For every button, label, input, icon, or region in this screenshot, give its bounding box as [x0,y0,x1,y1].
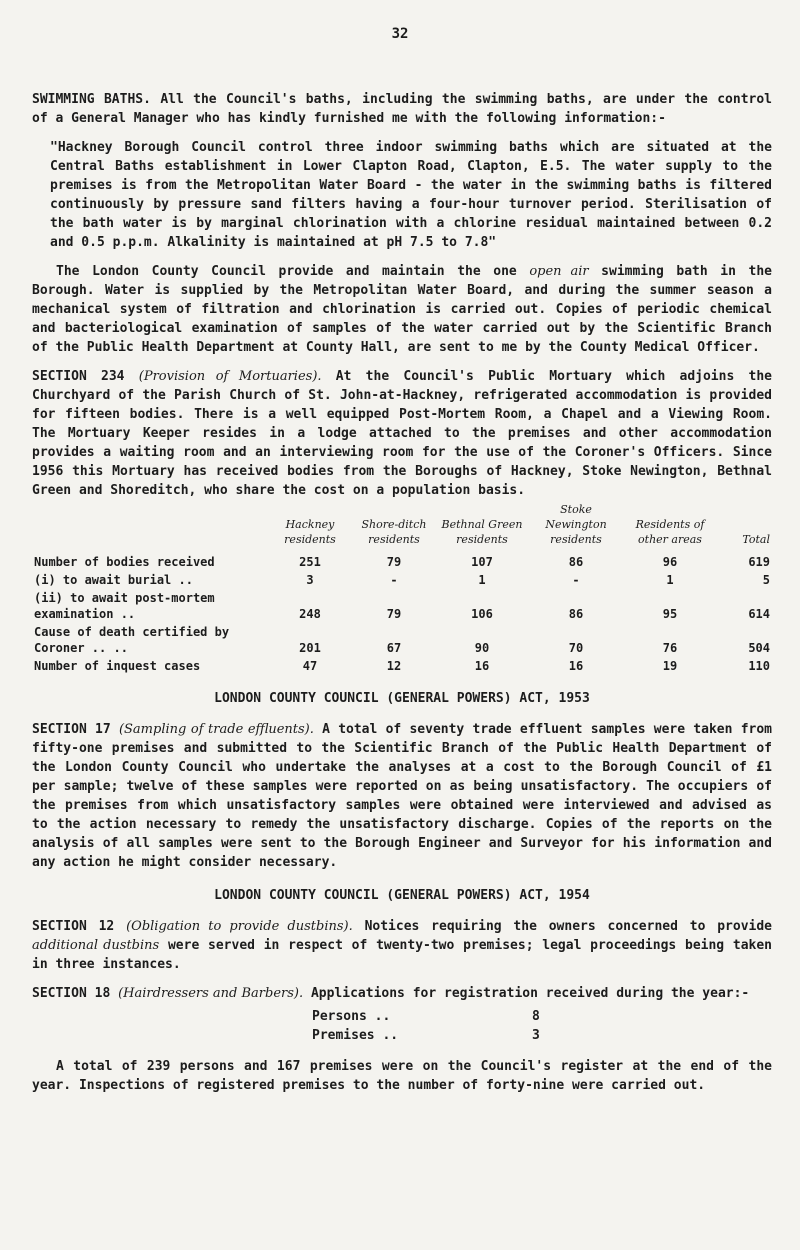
column-header: Bethnal Green residents [441,518,523,546]
table-row [32,657,772,675]
table-cell: 76 [662,641,678,655]
table-cell: 19 [662,659,678,673]
column-header: Shore-ditch residents [361,518,427,546]
table-cell: 86 [568,607,584,621]
dustbins-text-b: were served in respect of twenty-two premises; legal proceedings being taken in three instances. [32,938,773,972]
open-air-text-a: The London County Council provide and maintain the one [56,264,517,279]
column-header: Total [742,533,770,546]
row-label: Cause of death certified by Coroner .. .. [34,625,230,655]
effluents-text: A total of seventy trade effluent samples were taken from fifty-one premises and submitted to the Scientific Branch of the Public Health Department of the London County Council who undertake the analyses at a cost to the Borough Council of £1 per sample; twelve of these samples were reported on as being unsatisfactory. The occupiers of the premises from which unsatisfactory samples were obtained were interviewed and advised as to the action necessary to remedy the unsatisfactory discharge. Copies of the reports on the analysis of all samples were sent to the Borough Engineer and Surveyor for his information and any action he might consider necessary. [32,722,772,870]
open-air-emphasis: open air [529,264,589,279]
column-header: Residents of other areas [635,518,705,546]
hairdressers-text: Applications for registration received during the year:- [310,986,750,1001]
dustbins-emphasis: additional dustbins [32,938,160,953]
row-label: Number of inquest cases [34,659,201,673]
act-1953-heading: LONDON COUNTY COUNCIL (GENERAL POWERS) ACT, 1953 [214,691,590,706]
page-body [32,90,772,1105]
mortuary-text: At the Council's Public Mortuary which adjoins the Churchyard of the Parish Church of St. John-at-Hackney, refrigerated accommodation is provided for fifteen bodies. There is a well equipped Post-Mortem Room, a Chapel and a Viewing Room. The Mortuary Keeper resides in a lodge attached to the premises and other accommodation provides a waiting room and an interviewing room for the use of the Coroner's Officers. Since 1956 this Mortuary has received bodies from the Boroughs of Hackney, Stoke Newington, Bethnal Green and Shoreditch, who share the cost on a population basis. [32,369,773,498]
table-cell: 619 [748,555,770,569]
table-cell: 1 [666,573,674,587]
page-number: 32 [391,26,409,42]
mortuary-section-label: SECTION 234 [32,369,125,384]
dustbins-paragraph [32,917,772,974]
table-cell: 3 [306,573,314,587]
persons-value: 8 [532,1009,540,1024]
effluents-section-title: (Sampling of trade effluents). [118,722,314,737]
table-row [32,623,772,657]
table-row [32,571,772,589]
premises-label: Premises .. [312,1028,399,1043]
act-1954-heading: LONDON COUNTY COUNCIL (GENERAL POWERS) ACT, 1954 [214,888,590,903]
hairdressers-paragraph [32,984,772,1003]
table-cell: 70 [568,641,584,655]
row-label-header [32,502,268,553]
table-row [32,553,772,571]
dustbins-section-title: (Obligation to provide dustbins). [126,919,353,934]
table-cell: 79 [386,555,402,569]
swimming-intro-paragraph [32,90,772,128]
table-cell: - [572,573,580,587]
hairdressers-section-title: (Hairdressers and Barbers). [118,986,304,1001]
dustbins-text-a: Notices requiring the owners concerned to provide [364,919,773,934]
premises-value: 3 [532,1028,540,1043]
registration-list [312,1007,572,1045]
table-row [32,589,772,623]
row-label: (ii) to await post-mortem examination .. [34,591,215,621]
table-cell: 16 [568,659,584,673]
swimming-heading: SWIMMING BATHS. [32,92,151,107]
table-cell: 95 [662,607,678,621]
table-cell: 1 [478,573,486,587]
mortuary-table-header-row [32,502,772,553]
table-cell: 106 [471,607,493,621]
table-cell: 12 [386,659,402,673]
table-cell: - [390,573,398,587]
dustbins-section-label: SECTION 12 [32,919,115,934]
table-cell: 16 [474,659,490,673]
table-cell: 5 [762,573,770,587]
swimming-intro-text: All the Council's baths, including the swimming baths, are under the control of a General Manager who has kindly furnished me with the following information:- [32,92,773,126]
table-cell: 110 [748,659,770,673]
table-cell: 251 [299,555,321,569]
table-cell: 96 [662,555,678,569]
table-cell: 614 [748,607,770,621]
open-air-text-b: swimming bath in the Borough. Water is supplied by the Metropolitan Water Board, and during the summer season a mechanical system of filtration and chlorination is carried out. Copies of periodic chemical and bacteriological examination of samples of the water carried out by the Scientific Branch of the Public Health Department at County Hall, are sent to me by the County Medical Officer. [32,264,772,355]
swimming-quote: "Hackney Borough Council control three indoor swimming baths which are situated at the Central Baths establishment in Lower Clapton Road, Clapton, E.5. The water supply to the premises is from the Metropolitan Water Board - the water in the swimming baths is filtered continuously by pressure sand filters having a four-hour turnover period. Sterilisation of the bath water is by marginal chlorination with a chlorine residual maintained between 0.2 and 0.5 p.p.m. Alkalinity is maintained at pH 7.5 to 7.8" [50,140,772,250]
table-cell: 79 [386,607,402,621]
table-cell: 47 [302,659,318,673]
hairdressers-section-label: SECTION 18 [32,986,111,1001]
table-cell: 86 [568,555,584,569]
table-cell: 107 [471,555,493,569]
list-item [312,1026,572,1045]
table-cell: 67 [386,641,402,655]
row-label: (i) to await burial .. [34,573,193,587]
mortuary-paragraph [32,367,772,500]
list-item [312,1007,572,1026]
column-header: Stoke Newington residents [545,503,607,546]
persons-label: Persons .. [312,1009,391,1024]
table-cell: 504 [748,641,770,655]
table-cell: 201 [299,641,321,655]
mortuary-section-title: (Provision of Mortuaries). [138,369,322,384]
register-closing-paragraph: A total of 239 persons and 167 premises were on the Council's register at the end of the year. Inspections of registered premises to the number of forty-nine were carried out. [32,1059,772,1093]
table-cell: 248 [299,607,321,621]
row-label: Number of bodies received [34,555,215,569]
effluents-section-label: SECTION 17 [32,722,111,737]
column-header: Hackney residents [284,518,336,546]
open-air-bath-paragraph [32,262,772,357]
mortuary-table [32,502,772,675]
table-cell: 90 [474,641,490,655]
effluents-paragraph [32,720,772,872]
